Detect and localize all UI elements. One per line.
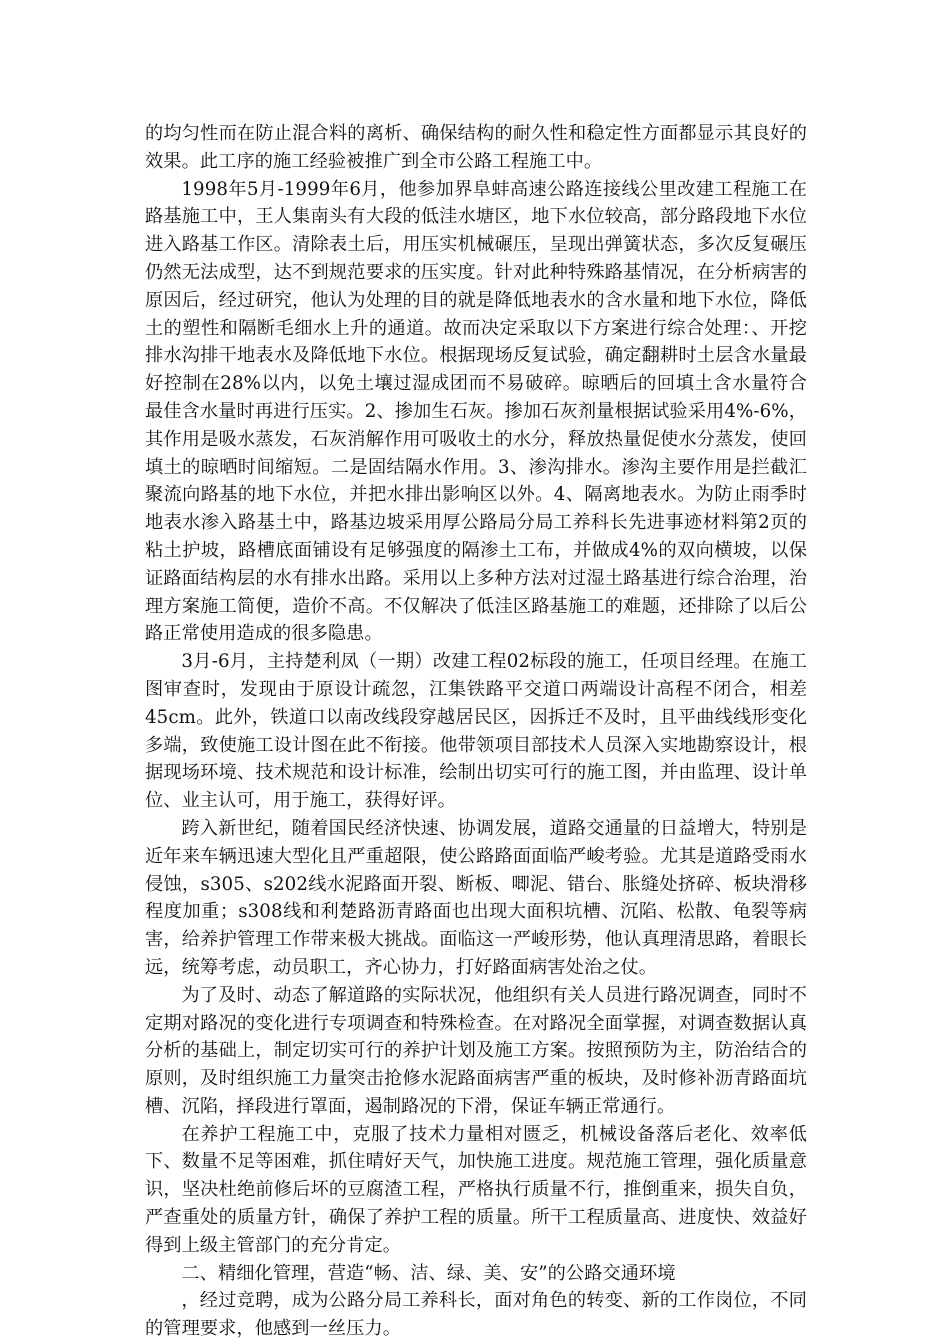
paragraph-road-survey: 为了及时、动态了解道路的实际状况，他组织有关人员进行路况调查，同时不定期对路况的变化进行专项调查和特殊检查。在对路况全面掌握，对调查数据认真分析的基础上，制定切实可行的养护计划及施工方案。按照预防为主，防治结合的原则，及时组织施工力量突击抢修水泥路面病害严重的板块，及时修补沥青路面坑槽、沉陷，择段进行罩面，遏制路况的下滑，保证车辆正常通行。 bbox=[145, 984, 807, 1117]
paragraph-subgrade-treatment: 1998年5月-1999年6月，他参加界阜蚌高速公路连接线公里改建工程施工在路基施工中，王人集南头有大段的低洼水塘区，地下水位较高，部分路段地下水位进入路基工作区。清除表土后，用压实机械碾压，呈现出弹簧状态，多次反复碾压仍然无法成型，达不到规范要求的压实度。针对此种特殊路基情况，在分析病害的原因后，经过研究，他认为处理的目的就是降低地表水的含水量和地下水位，降低土的塑性和隔断毛细水上升的通道。故而决定采取以下方案进行综合处理：、开挖排水沟排干地表水及降低地下水位。根据现场反复试验，确定翻耕时土层含水量最好控制在28%以内，以免土壤过湿成团而不易破碎。晾晒后的回填土含水量符合最佳含水量时再进行压实。2、掺加生石灰。掺加石灰剂量根据试验采用4%-6%，其作用是吸水蒸发，石灰消解作用可吸收土的水分，释放热量促使水分蒸发，使回填土的晾晒时间缩短。二是固结隔水作用。3、渗沟排水。渗沟主要作用是拦截汇聚流向路基的地下水位，并把水排出影响区以外。4、隔离地表水。为防止雨季时地表水渗入路基土中，路基边坡采用厚公路局分局工养科长先进事迹材料第2页的粘土护坡，路槽底面铺设有足够强度的隔渗土工布，并做成4%的双向横坡，以保证路面结构层的水有排水出路。采用以上多种方法对过湿土路基进行综合治理，治理方案施工简便，造价不高。不仅解决了低洼区路基施工的难题，还排除了以后公路正常使用造成的很多隐患。 bbox=[145, 178, 807, 645]
paragraph-continuation: 的均匀性而在防止混合料的离析、确保结构的耐久性和稳定性方面都显示其良好的效果。此工序的施工经验被推广到全市公路工程施工中。 bbox=[145, 123, 807, 172]
paragraph-project-manager: 3月-6月，主持楚利凤（一期）改建工程02标段的施工，任项目经理。在施工图审查时，发现由于原设计疏忽，江集铁路平交道口两端设计高程不闭合，相差45cm。此外，铁道口以南改线段穿越居民区，因拆迁不及时，且平曲线线形变化多端，致使施工设计图在此不衔接。他带领项目部技术人员深入实地勘察设计，根据现场环境、技术规范和设计标准，绘制出切实可行的施工图，并由监理、设计单位、业主认可，用于施工，获得好评。 bbox=[145, 651, 807, 812]
section-heading: 二、精细化管理，营造“畅、洁、绿、美、安”的公路交通环境 bbox=[181, 1262, 676, 1284]
paragraph-appointment: ，经过竞聘，成为公路分局工养科长，面对角色的转变、新的工作岗位，不同的管理要求，他感到一丝压力。 bbox=[145, 1290, 807, 1340]
document-body bbox=[145, 120, 807, 1343]
paragraph-new-century: 跨入新世纪，随着国民经济快速、协调发展，道路交通量的日益增大，特别是近年来车辆迅速大型化且严重超限，使公路路面面临严峻考验。尤其是道路受雨水侵蚀，s305、s202线水泥路面开裂、断板、唧泥、错台、胀缝处挤碎、板块滑移程度加重；s308线和利楚路沥青路面也出现大面积坑槽、沉陷、松散、龟裂等病害，给养护管理工作带来极大挑战。面临这一严峻形势，他认真理清思路，着眼长远，统筹考虑，动员职工，齐心协力，打好路面病害处治之仗。 bbox=[145, 817, 807, 978]
paragraph-maintenance-works: 在养护工程施工中，克服了技术力量相对匮乏，机械设备落后老化、效率低下、数量不足等困难，抓住晴好天气，加快施工进度。规范施工管理，强化质量意识，坚决杜绝前修后坏的豆腐渣工程，严格执行质量不行，推倒重来，损失自负，严查重处的质量方针，确保了养护工程的质量。所干工程质量高、进度快、效益好得到上级主管部门的充分肯定。 bbox=[145, 1123, 807, 1256]
